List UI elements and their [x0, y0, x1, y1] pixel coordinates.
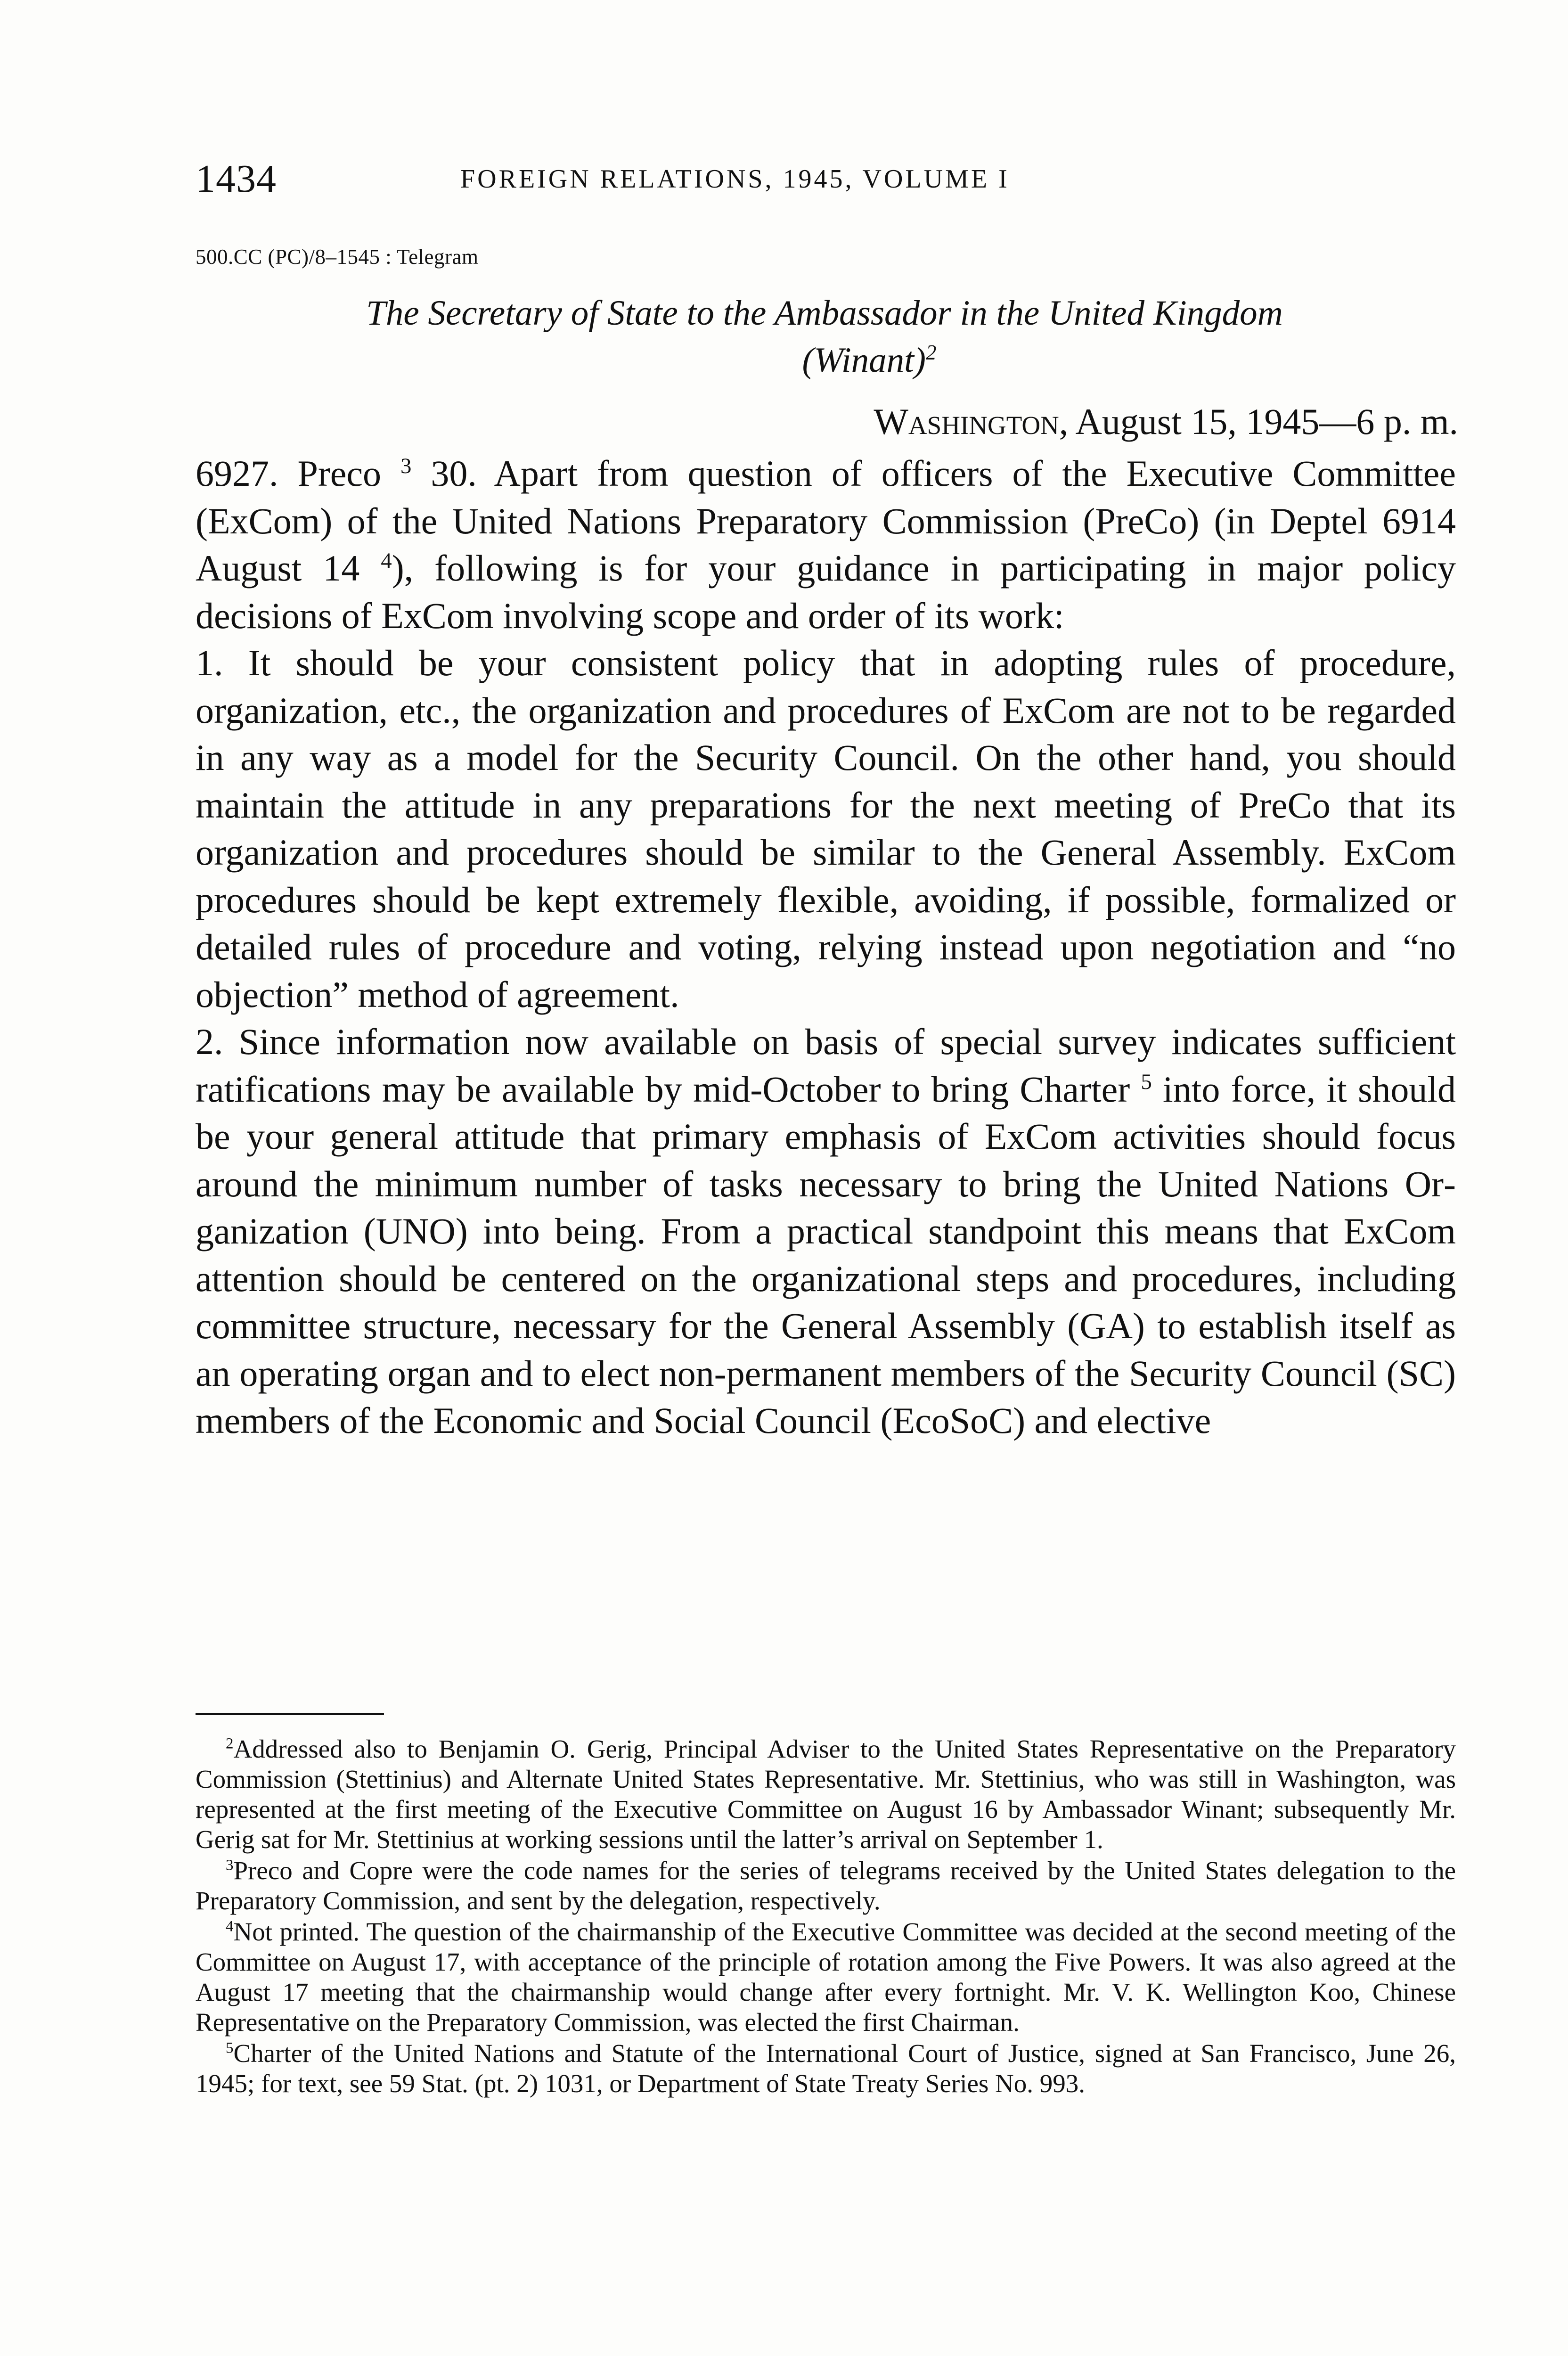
- footnote-mark-5: 5: [1141, 1069, 1152, 1094]
- point-1-paragraph: 1. It should be your consistent policy that in adopting rules of procedure, organization, etc., the organization and procedures of ExCom are not to be regarded in any way as a model for the Security Council. On the other hand, you should maintain the attitude in any preparations for the next meeting of PreCo that its organization and procedures should be similar to the General Assembly. ExCom procedures should be kept extremely flexible, avoiding, if possible, formalized or detailed rules of procedure and voting, relying instead upon negotiation and “no objection” method of agreement.: [196, 642, 1456, 1015]
- footnote-3: [196, 1856, 1456, 1916]
- footnote-5-text: Charter of the United Nations and Statute of the International Court of Justice, signed at San Francisco, June 26, 1945; for text, see 59 Stat. (pt. 2) 1031, or Department of State Treaty Series No. 993.: [196, 2039, 1456, 2098]
- footnote-5-mark: 5: [226, 2039, 234, 2057]
- footnote-2-mark: 2: [226, 1735, 234, 1752]
- opening-paragraph: [196, 450, 1456, 639]
- document-title: [196, 290, 1454, 384]
- running-head: FOREIGN RELATIONS, 1945, VOLUME I: [460, 164, 1010, 194]
- footnote-2: [196, 1734, 1456, 1855]
- opening-lead: 6927. Preco: [196, 453, 382, 494]
- dateline-date: , August 15, 1945—6 p. m.: [1059, 401, 1458, 442]
- footnote-divider: [196, 1713, 384, 1715]
- point-2-paragraph: [196, 1018, 1456, 1445]
- footnote-2-text: Addressed also to Benjamin O. Gerig, Principal Adviser to the United States Representative on the Preparatory Commission (Stettinius) and Alternate United States Representative. Mr. Stettinius, who was still in Washington, was represented at the first meeting of the Executive Committee on August 16 by Ambassador Winant; subsequently Mr. Gerig sat for Mr. Stettinius at working sessions until the latter’s arrival on September 1.: [196, 1734, 1456, 1854]
- page-number: 1434: [196, 157, 277, 201]
- title-footnote-mark: 2: [925, 341, 937, 364]
- point-2-text: 2. Since information now available on basis of special survey indicates sufficient ratifications may be available by mid-October to bring Charter: [196, 1021, 1456, 1110]
- title-line-1: The Secretary of State to the Ambassador in the United Kingdom: [366, 294, 1283, 333]
- dateline: [874, 398, 1458, 445]
- footnotes: [196, 1734, 1456, 2100]
- footnote-mark-4: 4: [381, 548, 392, 573]
- footnote-4: [196, 1917, 1456, 2037]
- dateline-place: Washington: [874, 401, 1059, 442]
- footnote-3-mark: 3: [226, 1857, 234, 1874]
- telegram-body: [196, 450, 1456, 1445]
- point-2-text-rest: into force, it should be your general attitude that primary emphasis of ExCom activities should focus around the minimum number of tasks necessary to bring the United Nations Organization (UNO) into being. From a practical standpoint this means that ExCom attention should be centered on the organizational steps and procedures, including committee structure, necessary for the General Assembly (GA) to establish itself as an operating organ and to elect non-permanent members of the Security Council (SC) members of the Economic and Social Council (EcoSoC) and elective: [196, 1068, 1456, 1441]
- document-reference: 500.CC (PC)/8–1545 : Telegram: [196, 245, 479, 269]
- title-recipient: (Winant): [802, 341, 926, 380]
- opening-text: 30. Apart from question of officers of the Executive Committee (ExCom) of the United Nations Preparatory Commission (PreCo) (in Deptel 6914 August 14: [196, 453, 1456, 589]
- page-header: [196, 155, 1458, 212]
- opening-text-rest: ), following is for your guidance in participating in major policy decisions of ExCom involving scope and order of its work:: [196, 548, 1456, 636]
- footnote-4-text: Not printed. The question of the chairmanship of the Executive Committee was decided at the second meeting of the Committee on August 17, with acceptance of the principle of rotation among the Five Powers. It was also agreed at the August 17 meeting that the chairmanship would change after every fortnight. Mr. V. K. Wellington Koo, Chinese Representative on the Preparatory Commission, was elected the first Chairman.: [196, 1917, 1456, 2037]
- footnote-mark-3: 3: [400, 454, 412, 478]
- footnote-3-text: Preco and Copre were the code names for the series of telegrams received by the United States delegation to the Preparatory Commission, and sent by the delegation, respectively.: [196, 1856, 1456, 1915]
- footnote-4-mark: 4: [226, 1918, 234, 1935]
- title-line-2: [196, 337, 1454, 384]
- footnote-5: [196, 2038, 1456, 2099]
